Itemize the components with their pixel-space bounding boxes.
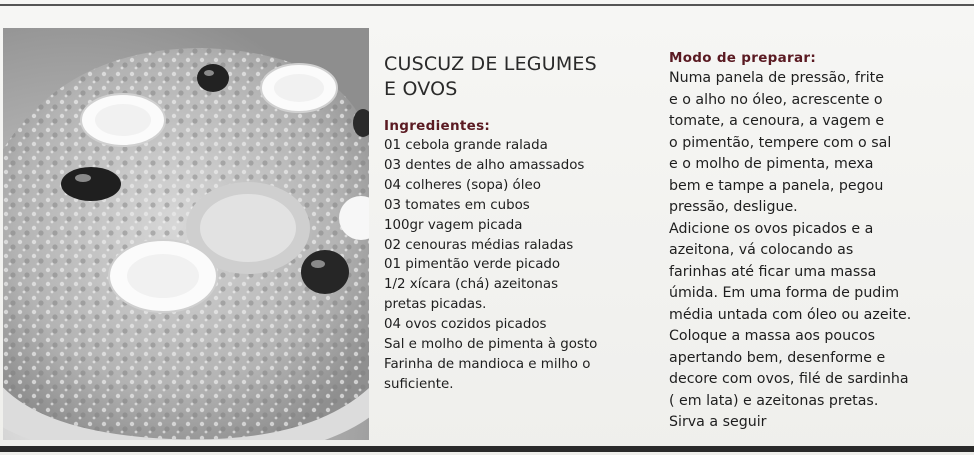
ingredient-item: 01 cebola grande ralada <box>384 138 548 153</box>
preparation-line: Adicione os ovos picados e a <box>669 220 874 237</box>
preparation-line: média untada com óleo ou azeite. <box>669 306 912 323</box>
preparation-section <box>669 50 959 434</box>
ingredient-item: 100gr vagem picada <box>384 217 523 233</box>
preparation-line: apertando bem, desenforme e <box>669 349 886 366</box>
preparation-line: farinhas até ficar uma massa <box>669 263 877 280</box>
ingredient-item: 04 ovos cozidos picados <box>384 317 547 333</box>
ingredients-section <box>384 118 654 395</box>
preparation-line: ( em lata) e azeitonas pretas. <box>669 392 879 409</box>
preparation-heading: Modo de preparar: <box>669 50 817 66</box>
ingredient-item: pretas picadas. <box>384 297 487 313</box>
ingredient-item: 1/2 xícara (chá) azeitonas <box>384 277 559 293</box>
cuscuz-photo <box>3 28 369 440</box>
preparation-line: bem e tampe a panela, pegou <box>669 177 884 194</box>
ingredient-item: 01 pimentão verde picado <box>384 257 561 273</box>
preparation-line: Numa panela de pressão, frite <box>669 70 884 86</box>
ingredient-item: 04 colheres (sopa) óleo <box>384 177 541 193</box>
preparation-line: e o molho de pimenta, mexa <box>669 156 874 172</box>
preparation-line: e o alho no óleo, acrescente o <box>669 91 883 108</box>
preparation-line: úmida. Em uma forma de pudim <box>669 285 900 301</box>
ingredient-item: 03 dentes de alho amassados <box>384 157 585 173</box>
preparation-line: o pimentão, tempere com o sal <box>669 134 892 151</box>
preparation-line: Coloque a massa aos poucos <box>669 328 875 344</box>
preparation-line: decore com ovos, filé de sardinha <box>669 371 909 387</box>
ingredient-item: Sal e molho de pimenta à gosto <box>384 337 598 353</box>
bottom-divider <box>0 446 974 452</box>
ingredient-item: 03 tomates em cubos <box>384 197 530 213</box>
cuscuz-illustration <box>3 28 369 440</box>
top-divider <box>0 4 974 6</box>
preparation-line: pressão, desligue. <box>669 199 798 215</box>
recipe-title <box>384 52 644 102</box>
recipe-title-line-1: CUSCUZ DE LEGUMES <box>384 53 597 75</box>
recipe-title-line-2: E OVOS <box>384 78 458 100</box>
preparation-line: azeitona, vá colocando as <box>669 242 854 258</box>
ingredients-heading: Ingredientes: <box>384 118 491 134</box>
ingredient-item: Farinha de mandioca e milho o <box>384 356 591 372</box>
ingredient-item: 02 cenouras médias raladas <box>384 237 574 253</box>
ingredients-list <box>384 136 654 395</box>
preparation-line: Sirva a seguir <box>669 414 767 430</box>
ingredient-item: suficiente. <box>384 376 454 392</box>
preparation-line: tomate, a cenoura, a vagem e <box>669 113 885 129</box>
